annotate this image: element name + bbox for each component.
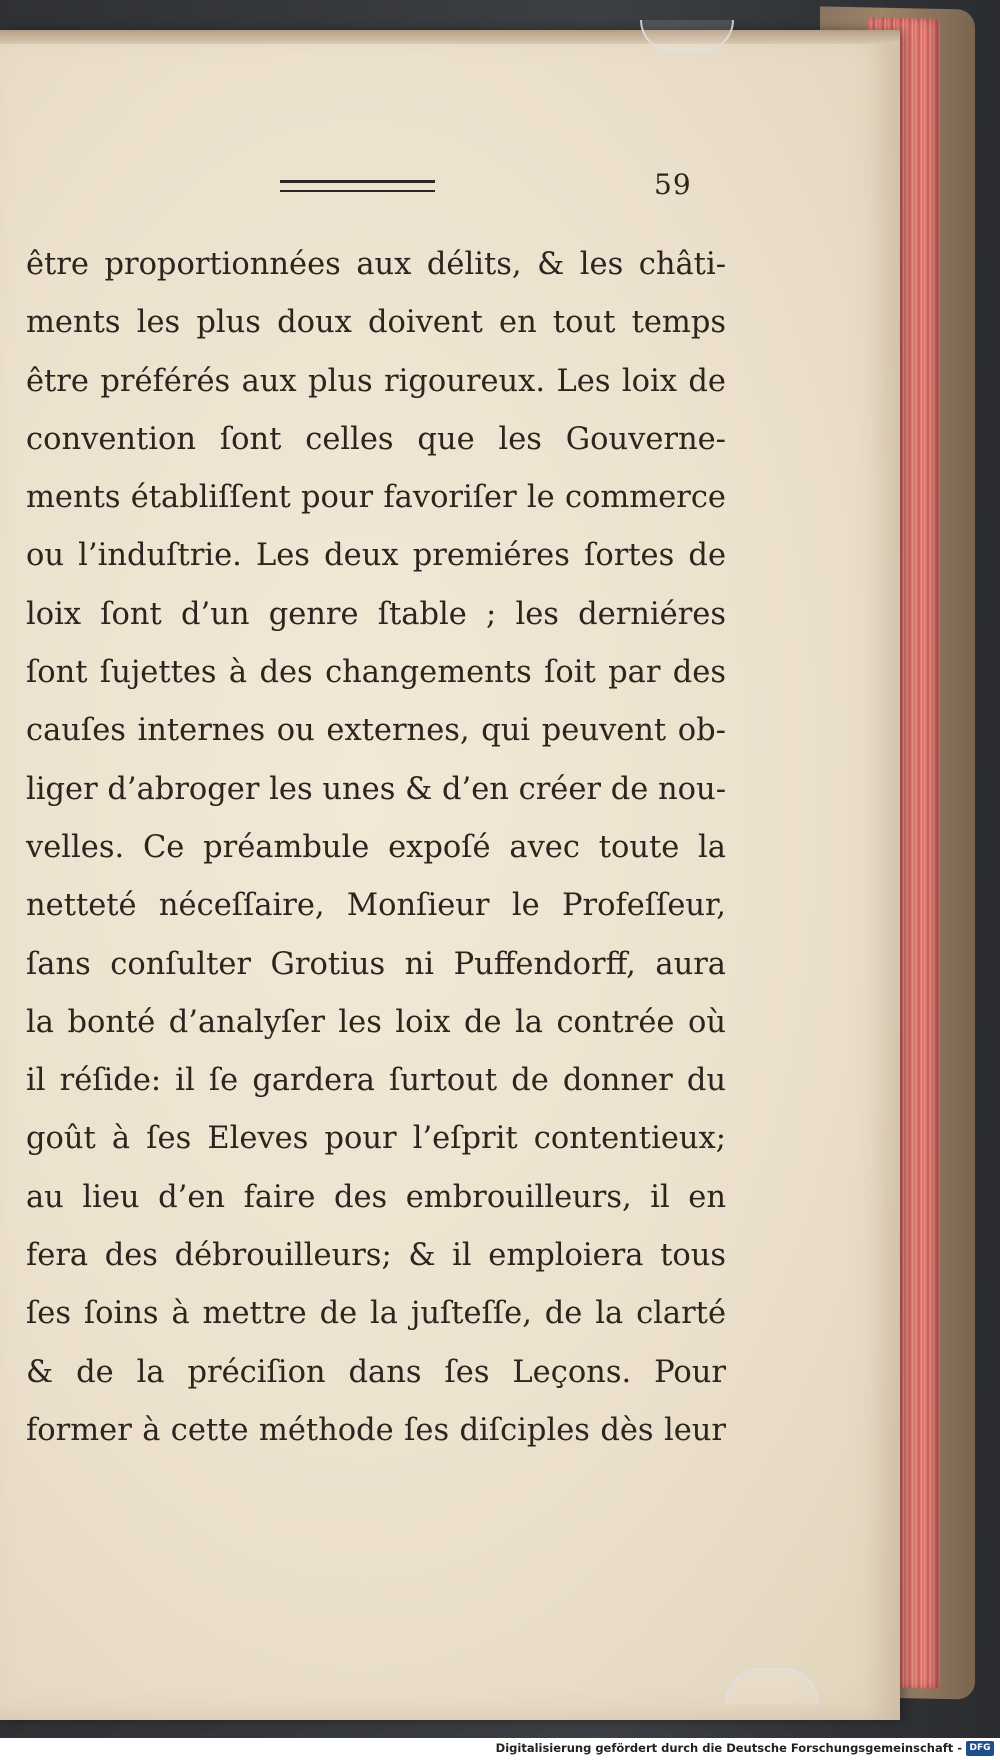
text-line: au lieu d’en faire des embrouilleurs, il en	[26, 1179, 726, 1215]
text-line: & de la préciſion dans ſes Leçons. Pour	[26, 1354, 726, 1390]
dfg-logo: DFG	[966, 1741, 994, 1756]
header-ornament-rule	[280, 180, 435, 183]
text-line: ſes ſoins à mettre de la juſteſſe, de la clarté	[26, 1296, 726, 1332]
digitization-banner	[0, 1738, 1000, 1760]
text-line: convention ſont celles que les Gouverne-	[26, 421, 726, 457]
text-line: être proportionnées aux délits, & les châti-	[26, 247, 726, 282]
text-line: ments établiſſent pour favoriſer le commerce	[26, 480, 726, 516]
text-line: netteté néceſſaire, Monſieur le Profeſſeur,	[26, 888, 726, 924]
body-text	[26, 236, 726, 1460]
text-line: être préférés aux plus rigoureux. Les loix de	[26, 363, 726, 399]
text-line: liger d’abroger les unes & d’en créer de nou-	[26, 771, 726, 807]
text-line: ou l’induſtrie. Les deux premiéres ſortes de	[26, 538, 726, 574]
text-line: la bonté d’analyſer les loix de la contrée où	[26, 1004, 726, 1040]
text-line: loix ſont d’un genre ſtable ; les derniéres	[26, 596, 726, 632]
text-line: goût à ſes Eleves pour l’eſprit contentieux;	[26, 1121, 726, 1157]
text-line: fera des débrouilleurs; & il emploiera tous	[26, 1238, 726, 1274]
text-line: cauſes internes ou externes, qui peuvent ob-	[26, 713, 726, 749]
page-top-edge	[0, 30, 900, 44]
header-ornament-rule	[280, 190, 435, 192]
text-line: ſont ſujettes à des changements ſoit par des	[26, 655, 726, 691]
text-line: il réſide: il ſe gardera ſurtout de donner du	[26, 1063, 726, 1099]
text-line: ments les plus doux doivent en tout temps	[26, 305, 726, 341]
page-number: 59	[654, 168, 692, 201]
text-line: ſans conſulter Grotius ni Puffendorff, aura	[26, 946, 726, 982]
funding-credit: Digitalisierung gefördert durch die Deutsche Forschungsgemeinschaft -	[495, 1741, 962, 1755]
text-line: former à cette méthode ſes diſciples dès leur	[26, 1412, 726, 1448]
text-line: velles. Ce préambule expoſé avec toute la	[26, 829, 726, 865]
